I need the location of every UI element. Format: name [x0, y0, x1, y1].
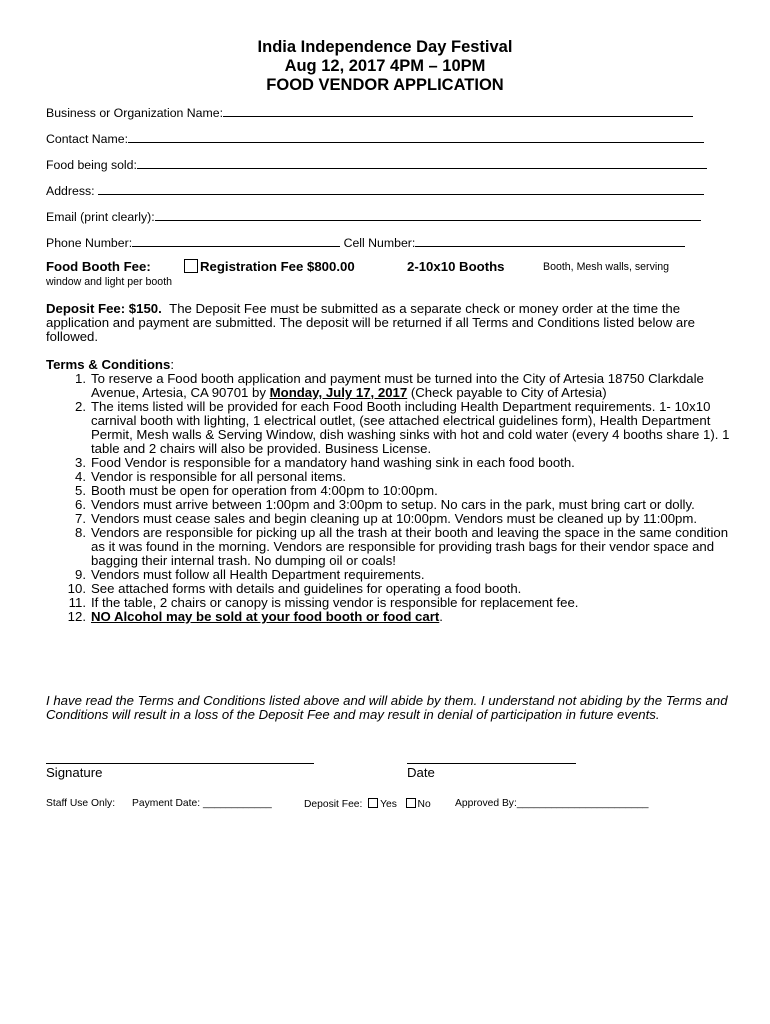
terms-list	[46, 372, 736, 624]
term-number: 6.	[75, 497, 86, 512]
term-text: Food Vendor is responsible for a mandatory hand washing sink in each food booth.	[91, 455, 575, 470]
term-text: Vendors are responsible for picking up all the trash at their booth and leaving the space in the same condition as it was found in the morning. Vendors are responsible for providing trash bags for their vendor space and bagging their internal trash. No dumping oil or coals!	[91, 525, 729, 568]
term-number: 10.	[67, 581, 86, 596]
no-alcohol-notice: NO Alcohol may be sold at your food booth or food cart	[91, 609, 440, 624]
term-number: 8.	[75, 525, 86, 540]
terms-heading	[46, 358, 174, 372]
term-text: .	[439, 609, 443, 624]
email-field[interactable]	[46, 208, 701, 225]
term-text: Vendor is responsible for all personal items.	[91, 469, 347, 484]
deposit-text: The Deposit Fee must be submitted as a separate check or money order at the time the application and payment are submitted. The deposit will be returned if all Terms and Conditions listed below are followed.	[46, 301, 695, 344]
term-text: (Check payable to City of Artesia)	[407, 385, 607, 400]
term-item	[46, 484, 736, 498]
deposit-yes-checkbox[interactable]	[368, 798, 378, 808]
term-text: Vendors must follow all Health Department requirements.	[91, 567, 425, 582]
phone-field[interactable]	[46, 234, 685, 251]
address-field[interactable]	[46, 182, 704, 199]
booth-fee-label: Food Booth Fee:	[46, 259, 151, 274]
term-item	[46, 582, 736, 596]
signature-line[interactable]	[46, 763, 314, 764]
deposit-label: Deposit Fee: $150.	[46, 301, 162, 316]
registration-fee-option[interactable]	[184, 259, 355, 274]
term-number: 1.	[75, 371, 86, 386]
date-line[interactable]	[407, 763, 576, 764]
term-number: 11.	[68, 595, 86, 610]
festival-date: Aug 12, 2017 4PM – 10PM	[284, 57, 486, 75]
business-name-label: Business or Organization Name:	[46, 106, 224, 120]
cell-line[interactable]	[415, 234, 685, 247]
deposit-yes-label: Yes	[380, 799, 397, 810]
signature-label: Signature	[46, 765, 103, 780]
term-item	[46, 456, 736, 470]
approved-by-field[interactable]: Approved By:_______________________	[455, 798, 649, 809]
business-name-field[interactable]	[46, 104, 693, 121]
term-item	[46, 568, 736, 582]
food-sold-line[interactable]	[137, 156, 707, 169]
business-name-line[interactable]	[223, 104, 693, 117]
deposit-no-checkbox[interactable]	[406, 798, 416, 808]
term-text: Vendors must cease sales and begin cleaning up at 10:00pm. Vendors must be cleaned up by 11:00pm.	[91, 511, 698, 526]
phone-line[interactable]	[132, 234, 340, 247]
food-sold-label: Food being sold:	[46, 158, 137, 172]
festival-title: India Independence Day Festival	[257, 38, 513, 56]
email-line[interactable]	[155, 208, 701, 221]
address-line[interactable]	[98, 182, 704, 195]
cell-label: Cell Number:	[343, 236, 416, 250]
acknowledgement-text: I have read the Terms and Conditions listed above and will abide by them. I understand not abiding by the Terms and Conditions will result in a loss of the Deposit Fee and may result in denial of participation in future events.	[46, 693, 728, 722]
term-number: 2.	[75, 399, 86, 414]
term-item	[46, 372, 736, 400]
food-sold-field[interactable]	[46, 156, 707, 173]
term-text: To reserve a Food booth application and payment must be turned into the City of Artesia 18750 Clarkdale Avenue, Artesia, CA 90701 by	[91, 371, 704, 400]
term-item	[46, 596, 736, 610]
staff-use-label: Staff Use Only:	[46, 798, 116, 809]
email-label: Email (print clearly):	[46, 210, 155, 224]
term-number: 12.	[67, 609, 86, 624]
term-item	[46, 400, 736, 456]
term-item	[46, 526, 736, 568]
terms-heading-colon: :	[170, 357, 174, 372]
address-label: Address:	[46, 184, 95, 198]
term-number: 7.	[75, 511, 86, 526]
term-item	[46, 610, 736, 624]
deposit-no-label: No	[417, 799, 431, 810]
phone-label: Phone Number:	[46, 236, 133, 250]
deposit-fee-staff	[304, 798, 431, 810]
term-number: 4.	[75, 469, 86, 484]
term-item	[46, 498, 736, 512]
term-number: 5.	[75, 483, 86, 498]
registration-checkbox[interactable]	[184, 259, 198, 273]
contact-name-label: Contact Name:	[46, 132, 129, 146]
term-text: Booth must be open for operation from 4:00pm to 10:00pm.	[91, 483, 438, 498]
term-item	[46, 512, 736, 526]
term-number: 9.	[75, 567, 86, 582]
deposit-paragraph	[46, 302, 736, 344]
term-text: The items listed will be provided for each Food Booth including Health Department requirements. 1- 10x10 carnival booth with lighting, 1 electrical outlet, (see attached electrical guidelines form), Health Department Permit, Mesh walls & Serving Window, dish washing sinks with hot and cold water (every 4 booths share 1). 1 table and 2 chairs will also be provided. Business License.	[91, 399, 730, 456]
terms-heading-text: Terms & Conditions	[46, 357, 171, 372]
date-label: Date	[407, 765, 435, 780]
term-number: 3.	[75, 455, 86, 470]
form-title: FOOD VENDOR APPLICATION	[266, 76, 504, 94]
booth-description-1: Booth, Mesh walls, serving	[543, 261, 670, 273]
term-item	[46, 470, 736, 484]
payment-date-field[interactable]: Payment Date: ____________	[132, 798, 272, 809]
term-text: Vendors must arrive between 1:00pm and 3:00pm to setup. No cars in the park, must bring cart or dolly.	[91, 497, 695, 512]
contact-name-field[interactable]	[46, 130, 704, 147]
booth-count: 2-10x10 Booths	[407, 259, 505, 274]
booth-description-2: window and light per booth	[46, 276, 173, 288]
deposit-fee-staff-label: Deposit Fee:	[304, 799, 363, 810]
term-text: See attached forms with details and guidelines for operating a food booth.	[91, 581, 522, 596]
deadline-date: Monday, July 17, 2017	[269, 385, 408, 400]
registration-fee-text: Registration Fee $800.00	[200, 259, 355, 274]
term-text: If the table, 2 chairs or canopy is missing vendor is responsible for replacement fee.	[91, 595, 579, 610]
contact-name-line[interactable]	[128, 130, 704, 143]
